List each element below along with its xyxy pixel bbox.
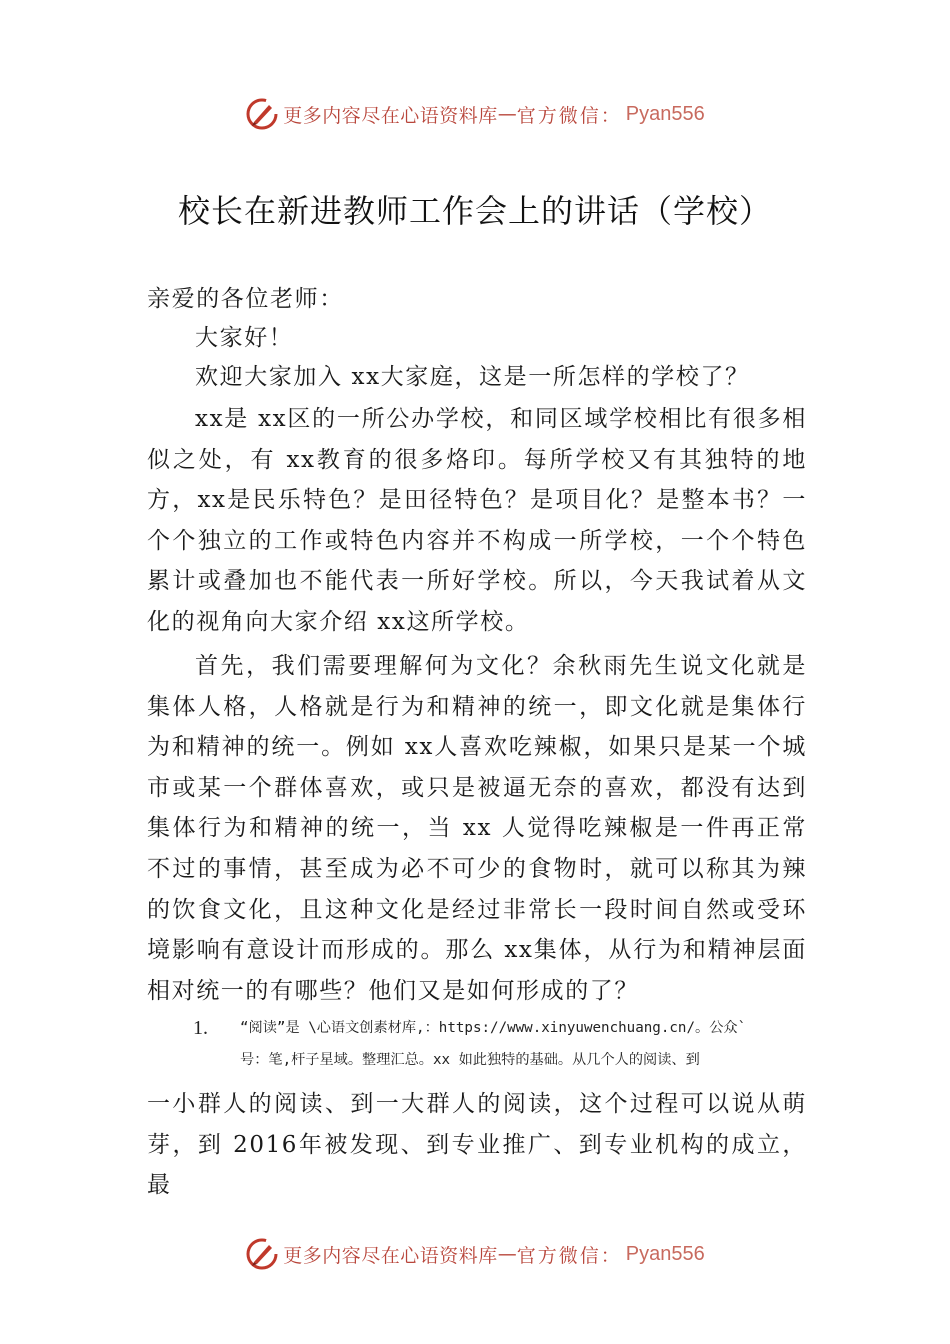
banner-dash: — [497,103,517,125]
salutation: 亲爱的各位老师： [147,286,344,312]
banner-wechat-label: 官方微信： [516,1244,622,1267]
quill-pen-logo-icon [245,1237,279,1271]
banner-brand-text: 更多内容尽在心语资料库 [283,104,498,127]
paragraph-3: 首先，我们需要理解何为文化？余秋雨先生说文化就是集体人格，人格就是行为和精神的统一，即文化就是集体行为和精神的统一。例如 xx人喜欢吃辣椒，如果只是某一个城市或某一个群体喜欢，或只是被逼无奈的喜欢，都没有达到集体行为和精神的统一，当 xx 人觉得吃辣椒是一件再正常不过的事情，甚至成为必不可少的食物时，就可以称其为辣的饮食文化，且这种文化是经过非常长一段时间自然或受环境影响有意设计而形成的。那么 xx集体，从行为和精神层面相对统一的有哪些？他们又是如何形成的了？ [147,653,807,1004]
banner-wechat-label: 官方微信： [516,104,622,127]
greeting: 大家好！ [195,325,294,351]
paragraph-2: xx是 xx区的一所公办学校，和同区域学校相比有很多相似之处，有 xx教育的很多烙印。每所学校又有其独特的地方，xx是民乐特色？是田径特色？是项目化？是整本书？一个个独立的工作或特色内容并不构成一所学校，一个个特色累计或叠加也不能代表一所好学校。所以，今天我试着从文化的视角向大家介绍 xx这所学校。 [147,406,807,635]
footer-banner [0,1234,950,1274]
quill-pen-logo-icon [245,97,279,131]
paragraph-4: 一小群人的阅读、到一大群人的阅读，这个过程可以说从萌芽，到 2016年被发现、到专业推广、到专业机构的成立，最 [147,1091,807,1199]
banner-wechat-id: Pyan556 [625,1242,705,1265]
paragraph-1: 欢迎大家加入 xx大家庭，这是一所怎样的学校了？ [195,364,750,390]
banner-wechat-id: Pyan556 [625,102,705,125]
banner-dash: — [497,1243,517,1265]
header-banner [0,94,950,134]
list-line-2: 号：笔,杆子星域。整理汇总。xx 如此独特的基础。从几个人的阅读、到 [240,1052,700,1068]
list-line-1: “阅读”是 \心语文创素材库,：https://www.xinyuwenchuang.cn/。公众` [240,1020,747,1036]
banner-brand-text: 更多内容尽在心语资料库 [283,1244,498,1267]
list-number: 1. [193,1017,208,1039]
document-title: 校长在新进教师工作会上的讲话（学校） [177,192,772,230]
